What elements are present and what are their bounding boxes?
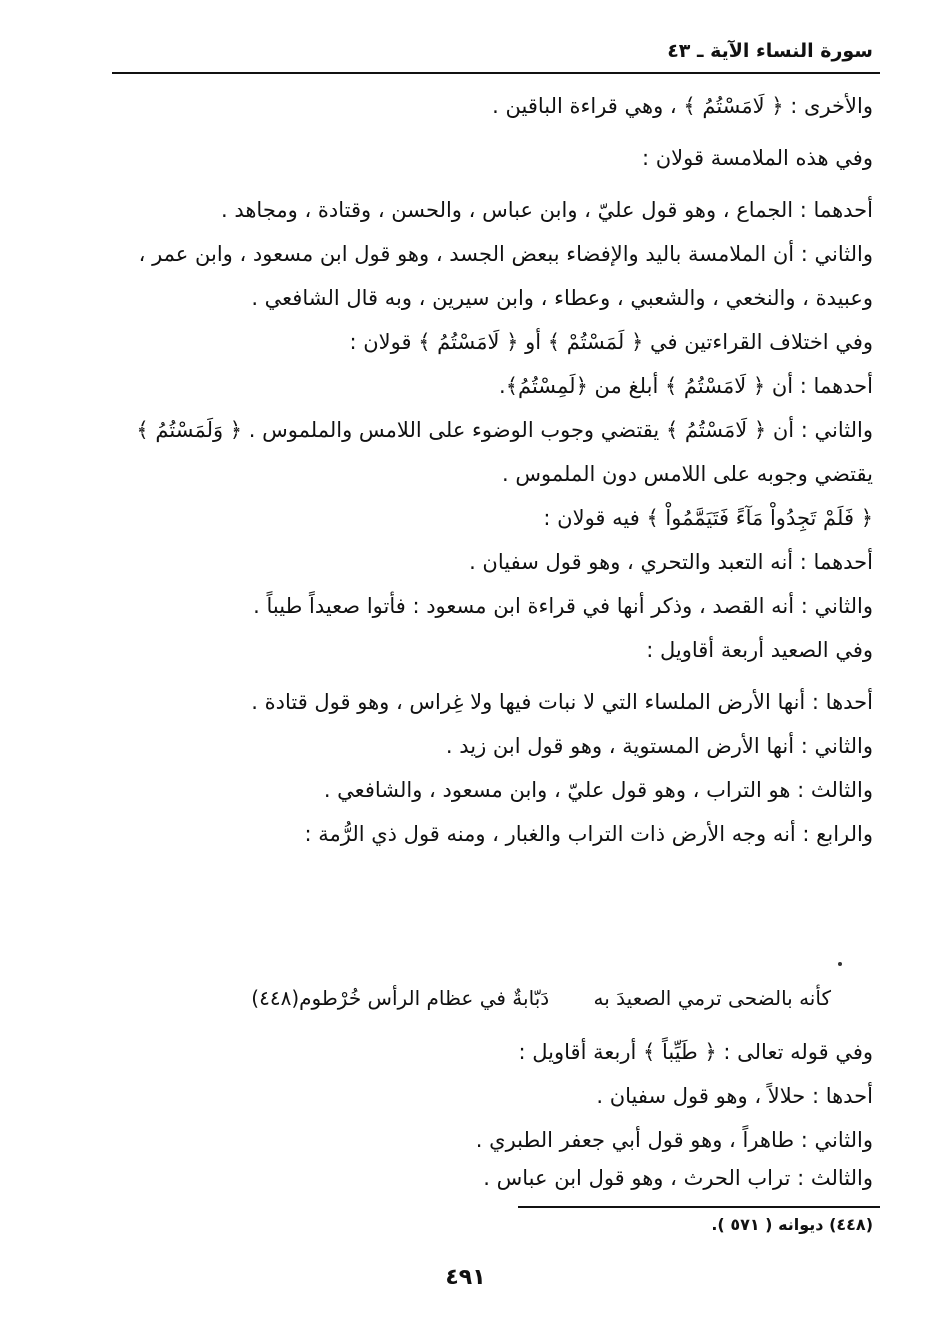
main-text xyxy=(123,84,873,856)
paragraph: والثاني : أن ﴿ لَامَسْتُمُ ﴾ يقتضي وجوب الوضوء على اللامس والملموس . ﴿ وَلَمَسْتُمُ ﴾ يقتضي وجوبه على اللامس دون الملموس . xyxy=(136,418,873,486)
verse-hemistich-second: دَبّابةٌ في عظام الرأس خُرْطوم(٤٤٨) xyxy=(251,986,550,1010)
header-rule xyxy=(112,72,880,74)
footnote-rule xyxy=(518,1206,880,1208)
paragraph: أحدهما : أن ﴿ لَامَسْتُمُ ﴾ أبلغ من ﴿لَمِسْتُمُ﴾. xyxy=(499,374,873,398)
paragraph: والرابع : أنه وجه الأرض ذات التراب والغبار ، ومنه قول ذي الرُّمة : xyxy=(304,822,873,846)
paragraph: أحدها : أنها الأرض الملساء التي لا نبات فيها ولا غِراس ، وهو قول قتادة . xyxy=(251,690,873,714)
paragraph: وفي الصعيد أربعة أقاويل : xyxy=(646,638,873,662)
paragraph: والأخرى : ﴿ لَامَسْتُمُ ﴾ ، وهي قراءة الباقين . xyxy=(492,94,873,118)
stray-mark xyxy=(838,962,842,966)
paragraph: وفي قوله تعالى : ﴿ طَيِّباً ﴾ أربعة أقاويل : xyxy=(518,1040,873,1064)
paragraph: والثالث : تراب الحرث ، وهو قول ابن عباس . xyxy=(483,1166,873,1190)
page-number: ٤٩١ xyxy=(445,1265,486,1290)
poetry-verse xyxy=(251,986,831,1010)
paragraph: أحدهما : أنه التعبد والتحري ، وهو قول سفيان . xyxy=(469,550,873,574)
paragraph: والثاني : أن الملامسة باليد والإفضاء ببعض الجسد ، وهو قول ابن مسعود ، وابن عمر ، وعبيدة ، والنخعي ، والشعبي ، وعطاء ، وابن سيرين ، وبه قال الشافعي . xyxy=(138,242,873,310)
paragraph: والثاني : أنه القصد ، وذكر أنها في قراءة ابن مسعود : فأتوا صعيداً طيباً . xyxy=(253,594,873,618)
verse-hemistich-first: كأنه بالضحى ترمي الصعيدَ به xyxy=(593,986,831,1010)
main-text-continued xyxy=(123,1030,873,1194)
paragraph: وفي هذه الملامسة قولان : xyxy=(642,146,873,170)
paragraph: والثاني : أنها الأرض المستوية ، وهو قول ابن زيد . xyxy=(445,734,873,758)
paragraph: ﴿ فَلَمْ تَجِدُواْ مَآءً فَتَيَمَّمُواْ ﴾ فيه قولان : xyxy=(543,506,873,530)
paragraph: أحدهما : الجماع ، وهو قول عليّ ، وابن عباس ، والحسن ، وقتادة ، ومجاهد . xyxy=(220,198,873,222)
footnote: (٤٤٨) ديوانه ( ٥٧١ ). xyxy=(711,1215,873,1234)
paragraph: والثالث : هو التراب ، وهو قول عليّ ، وابن مسعود ، والشافعي . xyxy=(323,778,873,802)
paragraph: وفي اختلاف القراءتين في ﴿ لَمَسْتُمْ ﴾ أو ﴿ لَامَسْتُمُ ﴾ قولان : xyxy=(349,330,873,354)
paragraph: أحدها : حلالاً ، وهو قول سفيان . xyxy=(596,1084,873,1108)
running-header: سورة النساء الآية ـ ٤٣ xyxy=(667,40,873,62)
paragraph: والثاني : طاهراً ، وهو قول أبي جعفر الطبري . xyxy=(475,1128,873,1152)
